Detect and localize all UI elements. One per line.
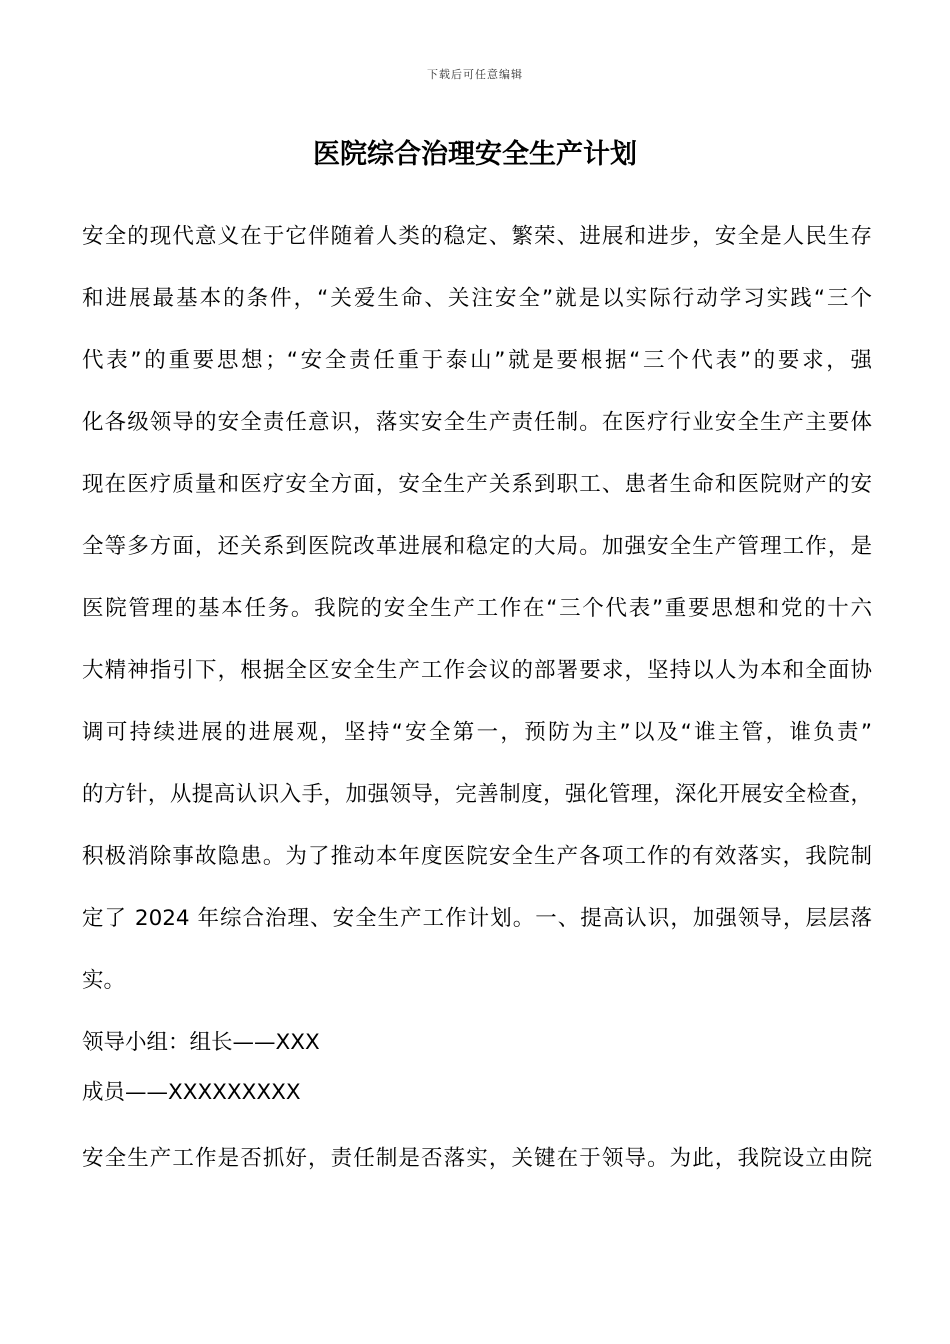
paragraph-line: 积极消除事故隐患。为了推动本年度医院安全生产各项工作的有效落实，我院制 — [82, 844, 872, 869]
paragraph-line: 安全生产工作是否抓好，责任制是否落实，关键在于领导。为此，我院设立由院 — [82, 1146, 872, 1171]
body-paragraph — [82, 206, 872, 1012]
paragraph-line: 化各级领导的安全责任意识，落实安全生产责任制。在医疗行业安全生产主要体 — [82, 410, 872, 435]
paragraph-line: 现在医疗质量和医疗安全方面，安全生产关系到职工、患者生命和医院财产的安 — [82, 472, 872, 497]
document-title: 医院综合治理安全生产计划 — [313, 139, 637, 170]
leadership-section — [82, 1020, 872, 1120]
paragraph-line: 代表”的重要思想；“安全责任重于泰山”就是要根据“三个代表”的要求，强 — [82, 348, 872, 373]
header-note: 下载后可任意编辑 — [427, 68, 523, 81]
leadership-group-line: 领导小组：组长——XXX — [82, 1030, 320, 1055]
members-line: 成员——XXXXXXXXX — [82, 1080, 301, 1105]
paragraph-line: 定了 2024 年综合治理、安全生产工作计划。一、提高认识，加强领导，层层落 — [82, 906, 872, 931]
paragraph-line: 实。 — [82, 968, 126, 993]
paragraph-line: 安全的现代意义在于它伴随着人类的稳定、繁荣、进展和进步，安全是人民生存 — [82, 224, 872, 249]
closing-paragraph — [82, 1128, 872, 1190]
paragraph-line: 和进展最基本的条件，“关爱生命、关注安全”就是以实际行动学习实践“三个 — [82, 286, 872, 311]
paragraph-line: 调可持续进展的进展观，坚持“安全第一，预防为主”以及“谁主管，谁负责” — [82, 720, 872, 745]
paragraph-line: 大精神指引下，根据全区安全生产工作会议的部署要求，坚持以人为本和全面协 — [82, 658, 872, 683]
paragraph-line: 医院管理的基本任务。我院的安全生产工作在“三个代表”重要思想和党的十六 — [82, 596, 872, 621]
paragraph-line: 全等多方面，还关系到医院改革进展和稳定的大局。加强安全生产管理工作，是 — [82, 534, 872, 559]
paragraph-line: 的方针，从提高认识入手，加强领导，完善制度，强化管理，深化开展安全检查， — [82, 782, 872, 807]
